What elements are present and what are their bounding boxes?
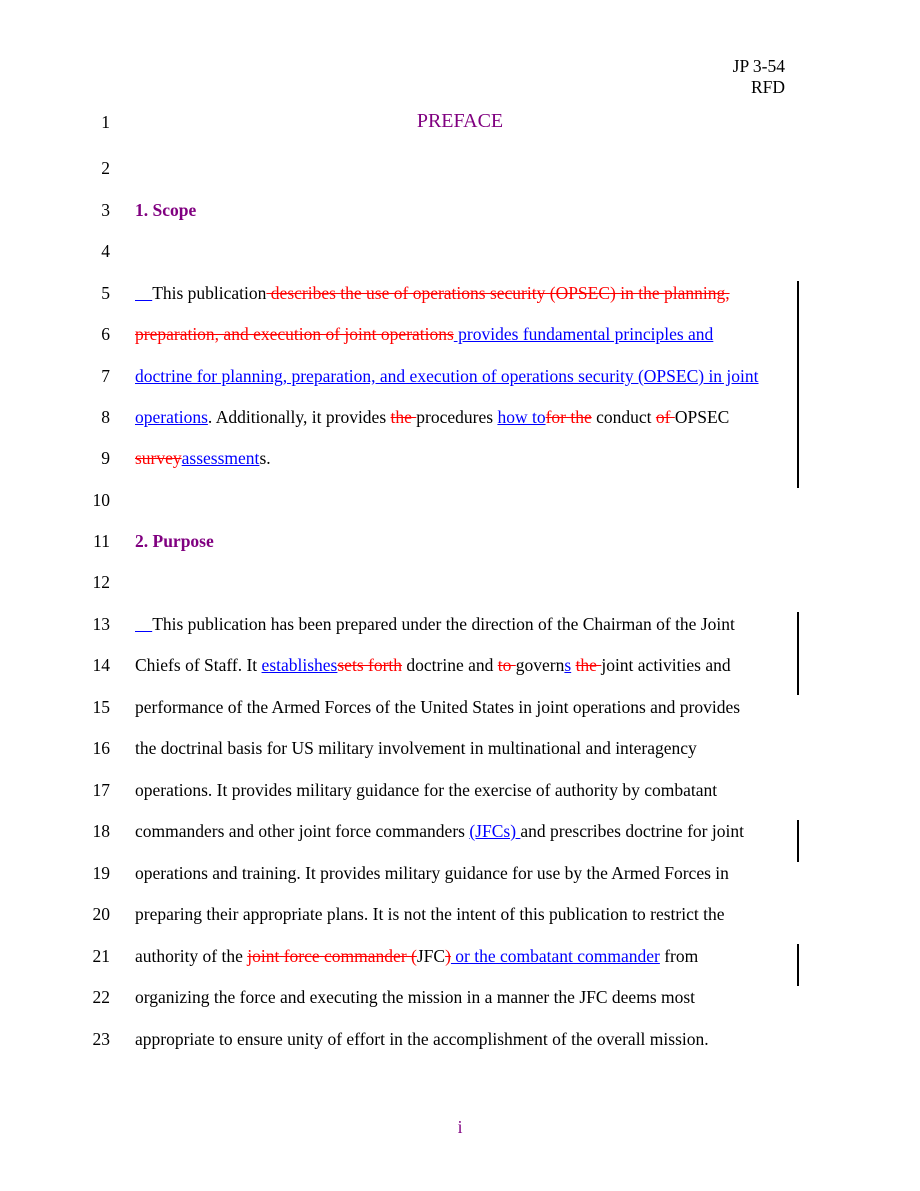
- line-number: 12: [92, 572, 110, 592]
- line-number: 22: [92, 987, 110, 1007]
- section-heading-purpose: 2. Purpose: [135, 531, 214, 551]
- inserted-text: operations: [135, 407, 208, 427]
- change-bar: [797, 612, 799, 695]
- deleted-text: sets forth: [337, 655, 403, 675]
- page-title: PREFACE: [416, 110, 504, 132]
- deleted-text: of: [655, 407, 675, 427]
- text-line: commanders and other joint force commanders (JFCs) and prescribes doctrine for joint: [135, 821, 744, 841]
- change-bar: [797, 820, 799, 862]
- doc-id: JP 3-54: [732, 56, 785, 76]
- inserted-text: assessment: [181, 448, 260, 468]
- inserted-text: establishes: [261, 655, 338, 675]
- line-number: 11: [93, 531, 110, 551]
- text-line: authority of the joint force commander (JFC) or the combatant commander from: [135, 946, 699, 966]
- text-line: This publication has been prepared under the direction of the Chairman of the Joint: [135, 614, 735, 635]
- deleted-text: joint force commander (: [247, 946, 417, 966]
- line-number: 8: [101, 407, 110, 427]
- line-number: 20: [92, 904, 110, 924]
- deleted-text: survey: [135, 448, 182, 468]
- line-number: 3: [101, 200, 110, 220]
- line-number: 10: [92, 490, 110, 510]
- inserted-tab: [135, 283, 152, 303]
- line-number: 14: [92, 655, 110, 675]
- line-number: 21: [92, 946, 110, 966]
- deleted-text: for the: [545, 407, 592, 427]
- line-number: 1: [101, 112, 110, 132]
- line-number: 6: [101, 324, 110, 344]
- line-number: 19: [92, 863, 110, 883]
- text-line: the doctrinal basis for US military involvement in multinational and interagency: [135, 738, 697, 758]
- section-heading-scope: 1. Scope: [135, 200, 197, 220]
- text-line: This publication describes the use of operations security (OPSEC) in the planning,: [135, 283, 730, 304]
- doc-status: RFD: [750, 77, 785, 97]
- inserted-tab: [135, 614, 152, 634]
- text-line: operations. It provides military guidance for the exercise of authority by combatant: [135, 780, 718, 800]
- page-number: i: [457, 1117, 463, 1137]
- inserted-text: (JFCs): [469, 821, 521, 841]
- text-line: organizing the force and executing the mission in a manner the JFC deems most: [135, 987, 696, 1007]
- change-bar: [797, 944, 799, 986]
- inserted-text: s: [564, 655, 572, 675]
- line-number: 5: [101, 283, 110, 303]
- line-number: 9: [101, 448, 110, 468]
- text-line: Chiefs of Staff. It establishessets forth doctrine and to governs the joint activities and: [135, 655, 731, 675]
- change-bar: [797, 281, 799, 488]
- text-line: preparing their appropriate plans. It is not the intent of this publication to restrict the: [135, 904, 725, 924]
- deleted-text: preparation, and execution of joint operations: [135, 324, 454, 344]
- line-number: 16: [92, 738, 110, 758]
- line-number: 23: [92, 1029, 110, 1049]
- text-line: [135, 366, 759, 387]
- text-line: performance of the Armed Forces of the United States in joint operations and provides: [135, 697, 741, 717]
- inserted-text: doctrine for planning, preparation, and execution of operations security (OPSEC) in joint: [135, 366, 759, 386]
- text-line: operations and training. It provides military guidance for use by the Armed Forces in: [135, 863, 729, 883]
- line-number: 4: [101, 241, 110, 261]
- line-number: 7: [101, 366, 110, 386]
- inserted-text: how to: [497, 407, 546, 427]
- deleted-text: to: [497, 655, 516, 675]
- line-number: 13: [92, 614, 110, 634]
- deleted-text: describes the use of operations security (OPSEC) in the planning,: [266, 283, 730, 303]
- deleted-text: the: [575, 655, 602, 675]
- text-line: surveyassessments.: [135, 448, 271, 468]
- line-number: 17: [92, 780, 110, 800]
- document-header: [733, 56, 785, 98]
- text-line: [135, 324, 713, 345]
- text-line: operations. Additionally, it provides the procedures how tofor the conduct of OPSEC: [135, 407, 730, 427]
- text-line: appropriate to ensure unity of effort in the accomplishment of the overall mission.: [135, 1029, 709, 1049]
- deleted-text: ): [445, 946, 451, 966]
- inserted-text: or the combatant commander: [450, 946, 660, 966]
- line-number: 18: [92, 821, 110, 841]
- inserted-text: provides fundamental principles and: [453, 324, 714, 344]
- line-number: 15: [92, 697, 110, 717]
- line-number: 2: [101, 158, 110, 178]
- deleted-text: the: [390, 407, 417, 427]
